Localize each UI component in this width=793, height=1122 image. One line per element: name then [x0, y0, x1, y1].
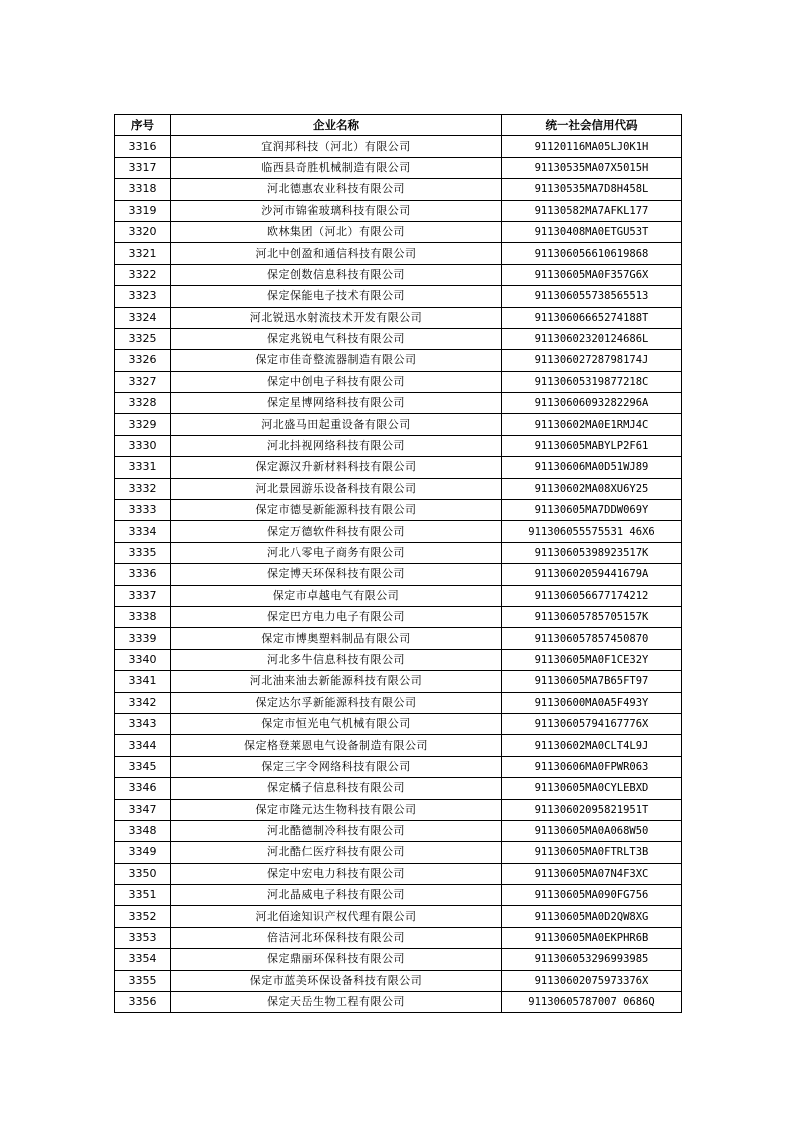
row-index: 3344	[115, 735, 171, 756]
table-header-row	[115, 115, 682, 136]
row-company-name: 河北酷仁医疗科技有限公司	[171, 842, 502, 863]
row-credit-code: 91130602075973376X	[502, 970, 682, 991]
row-company-name: 河北德惠农业科技有限公司	[171, 179, 502, 200]
row-index: 3329	[115, 414, 171, 435]
row-index: 3349	[115, 842, 171, 863]
row-company-name: 河北锐迅水射流技术开发有限公司	[171, 307, 502, 328]
row-credit-code: 91130606665274188T	[502, 307, 682, 328]
table-row	[115, 970, 682, 991]
row-credit-code: 91130602728798174J	[502, 350, 682, 371]
row-company-name: 河北晶威电子科技有限公司	[171, 885, 502, 906]
row-credit-code: 91130602MA08XU6Y25	[502, 478, 682, 499]
row-credit-code: 911306055738565513	[502, 286, 682, 307]
row-credit-code: 91130605MA0A068W50	[502, 820, 682, 841]
table-row	[115, 542, 682, 563]
row-index: 3318	[115, 179, 171, 200]
table-row	[115, 350, 682, 371]
row-company-name: 保定创数信息科技有限公司	[171, 264, 502, 285]
row-credit-code: 91130600MA0A5F493Y	[502, 692, 682, 713]
row-credit-code: 91130602320124686L	[502, 328, 682, 349]
row-index: 3319	[115, 200, 171, 221]
row-index: 3346	[115, 778, 171, 799]
row-index: 3334	[115, 521, 171, 542]
row-credit-code: 91130535MA07X5015H	[502, 157, 682, 178]
row-company-name: 保定天岳生物工程有限公司	[171, 992, 502, 1013]
table-row	[115, 992, 682, 1013]
row-index: 3326	[115, 350, 171, 371]
row-company-name: 宜润邦科技（河北）有限公司	[171, 136, 502, 157]
row-index: 3323	[115, 286, 171, 307]
row-index: 3327	[115, 371, 171, 392]
row-company-name: 保定三字令网络科技有限公司	[171, 756, 502, 777]
table-row	[115, 906, 682, 927]
table-row	[115, 478, 682, 499]
row-index: 3322	[115, 264, 171, 285]
row-company-name: 保定达尔孚新能源科技有限公司	[171, 692, 502, 713]
row-company-name: 保定源汉升新材料科技有限公司	[171, 457, 502, 478]
row-credit-code: 91130605MA0CYLEBXD	[502, 778, 682, 799]
table-row	[115, 885, 682, 906]
row-company-name: 保定兆锐电气科技有限公司	[171, 328, 502, 349]
row-company-name: 保定星博网络科技有限公司	[171, 393, 502, 414]
row-credit-code: 91130605MA7B65FT97	[502, 671, 682, 692]
row-company-name: 保定中宏电力科技有限公司	[171, 863, 502, 884]
row-credit-code: 91130605MA0D2QW8XG	[502, 906, 682, 927]
row-company-name: 河北中创盈和通信科技有限公司	[171, 243, 502, 264]
row-index: 3343	[115, 713, 171, 734]
row-index: 3341	[115, 671, 171, 692]
row-index: 3335	[115, 542, 171, 563]
row-credit-code: 911306055575531 46X6	[502, 521, 682, 542]
row-credit-code: 911306056677174212	[502, 585, 682, 606]
row-index: 3332	[115, 478, 171, 499]
table-row	[115, 606, 682, 627]
row-credit-code: 91130535MA7D8H458L	[502, 179, 682, 200]
row-company-name: 河北油来油去新能源科技有限公司	[171, 671, 502, 692]
row-company-name: 保定市卓越电气有限公司	[171, 585, 502, 606]
table-row	[115, 286, 682, 307]
row-index: 3342	[115, 692, 171, 713]
row-credit-code: 911306056610619868	[502, 243, 682, 264]
row-credit-code: 91130605MA0F1CE32Y	[502, 649, 682, 670]
table-row	[115, 521, 682, 542]
table-row	[115, 585, 682, 606]
row-credit-code: 91130606MA0FPWR063	[502, 756, 682, 777]
row-credit-code: 91130602MA0E1RMJ4C	[502, 414, 682, 435]
row-credit-code: 91130605785705157K	[502, 606, 682, 627]
row-index: 3354	[115, 949, 171, 970]
row-index: 3340	[115, 649, 171, 670]
row-company-name: 保定橘子信息科技有限公司	[171, 778, 502, 799]
row-credit-code: 91130605MA0FTRLT3B	[502, 842, 682, 863]
row-credit-code: 91130606093282296A	[502, 393, 682, 414]
row-company-name: 河北抖视网络科技有限公司	[171, 435, 502, 456]
table-row	[115, 179, 682, 200]
row-company-name: 河北八零电子商务有限公司	[171, 542, 502, 563]
table-row	[115, 136, 682, 157]
header-index: 序号	[115, 115, 171, 136]
table-body	[115, 136, 682, 1013]
row-credit-code: 91130605794167776X	[502, 713, 682, 734]
row-index: 3356	[115, 992, 171, 1013]
row-index: 3352	[115, 906, 171, 927]
header-name: 企业名称	[171, 115, 502, 136]
table-row	[115, 264, 682, 285]
row-company-name: 保定格登莱恩电气设备制造有限公司	[171, 735, 502, 756]
row-company-name: 河北景园游乐设备科技有限公司	[171, 478, 502, 499]
table-row	[115, 457, 682, 478]
table-row	[115, 628, 682, 649]
row-credit-code: 91130602095821951T	[502, 799, 682, 820]
row-index: 3351	[115, 885, 171, 906]
table-row	[115, 927, 682, 948]
table-row	[115, 799, 682, 820]
row-index: 3347	[115, 799, 171, 820]
row-index: 3350	[115, 863, 171, 884]
row-company-name: 沙河市锦雀玻璃科技有限公司	[171, 200, 502, 221]
row-credit-code: 91130605MA07N4F3XC	[502, 863, 682, 884]
table-row	[115, 778, 682, 799]
row-company-name: 河北佰途知识产权代理有限公司	[171, 906, 502, 927]
row-index: 3330	[115, 435, 171, 456]
row-credit-code: 91130605MA0EKPHR6B	[502, 927, 682, 948]
row-company-name: 保定市博奥塑料制品有限公司	[171, 628, 502, 649]
row-company-name: 保定市佳奇整流器制造有限公司	[171, 350, 502, 371]
table-row	[115, 393, 682, 414]
row-index: 3316	[115, 136, 171, 157]
row-index: 3336	[115, 564, 171, 585]
row-index: 3353	[115, 927, 171, 948]
row-credit-code: 91130408MA0ETGU53T	[502, 221, 682, 242]
table-row	[115, 949, 682, 970]
row-company-name: 欧林集团（河北）有限公司	[171, 221, 502, 242]
row-credit-code: 91130605398923517K	[502, 542, 682, 563]
table-row	[115, 221, 682, 242]
table-row	[115, 735, 682, 756]
row-index: 3320	[115, 221, 171, 242]
table-row	[115, 756, 682, 777]
row-company-name: 保定市恒光电气机械有限公司	[171, 713, 502, 734]
row-index: 3337	[115, 585, 171, 606]
row-company-name: 保定市德旻新能源科技有限公司	[171, 500, 502, 521]
row-company-name: 河北盛马田起重设备有限公司	[171, 414, 502, 435]
row-index: 3348	[115, 820, 171, 841]
table-row	[115, 671, 682, 692]
row-credit-code: 91130605MABYLP2F61	[502, 435, 682, 456]
table-row	[115, 243, 682, 264]
row-credit-code: 911306053296993985	[502, 949, 682, 970]
row-index: 3328	[115, 393, 171, 414]
row-credit-code: 91130605MA7DDW069Y	[502, 500, 682, 521]
row-company-name: 河北多牛信息科技有限公司	[171, 649, 502, 670]
table-row	[115, 157, 682, 178]
row-index: 3324	[115, 307, 171, 328]
row-index: 3325	[115, 328, 171, 349]
row-index: 3331	[115, 457, 171, 478]
row-company-name: 保定市蓝美环保设备科技有限公司	[171, 970, 502, 991]
row-company-name: 河北酷德制冷科技有限公司	[171, 820, 502, 841]
row-index: 3345	[115, 756, 171, 777]
row-index: 3317	[115, 157, 171, 178]
header-code: 统一社会信用代码	[502, 115, 682, 136]
row-company-name: 临西县奇胜机械制造有限公司	[171, 157, 502, 178]
enterprise-table	[114, 114, 682, 1013]
table-row	[115, 500, 682, 521]
row-index: 3355	[115, 970, 171, 991]
row-company-name: 保定市隆元达生物科技有限公司	[171, 799, 502, 820]
row-credit-code: 91130582MA7AFKL177	[502, 200, 682, 221]
row-company-name: 保定巴方电力电子有限公司	[171, 606, 502, 627]
table-row	[115, 328, 682, 349]
table-row	[115, 649, 682, 670]
row-credit-code: 91130605319877218C	[502, 371, 682, 392]
row-credit-code: 911306057857450870	[502, 628, 682, 649]
row-index: 3333	[115, 500, 171, 521]
row-credit-code: 91130602MA0CLT4L9J	[502, 735, 682, 756]
table-row	[115, 371, 682, 392]
row-company-name: 保定博天环保科技有限公司	[171, 564, 502, 585]
row-credit-code: 91130605MA090FG756	[502, 885, 682, 906]
table-row	[115, 564, 682, 585]
row-company-name: 保定万德软件科技有限公司	[171, 521, 502, 542]
table-row	[115, 200, 682, 221]
row-index: 3321	[115, 243, 171, 264]
row-credit-code: 91130606MA0D51WJ89	[502, 457, 682, 478]
table-row	[115, 842, 682, 863]
table-row	[115, 820, 682, 841]
table-row	[115, 307, 682, 328]
table-row	[115, 863, 682, 884]
row-credit-code: 91130602059441679A	[502, 564, 682, 585]
row-company-name: 保定保能电子技术有限公司	[171, 286, 502, 307]
row-index: 3339	[115, 628, 171, 649]
row-company-name: 保定中创电子科技有限公司	[171, 371, 502, 392]
table-row	[115, 713, 682, 734]
table-row	[115, 414, 682, 435]
row-credit-code: 91120116MA05LJ0K1H	[502, 136, 682, 157]
row-credit-code: 91130605787007 0686Q	[502, 992, 682, 1013]
table-row	[115, 692, 682, 713]
row-company-name: 保定鼎丽环保科技有限公司	[171, 949, 502, 970]
table-row	[115, 435, 682, 456]
row-index: 3338	[115, 606, 171, 627]
row-credit-code: 91130605MA0F357G6X	[502, 264, 682, 285]
row-company-name: 倍洁河北环保科技有限公司	[171, 927, 502, 948]
